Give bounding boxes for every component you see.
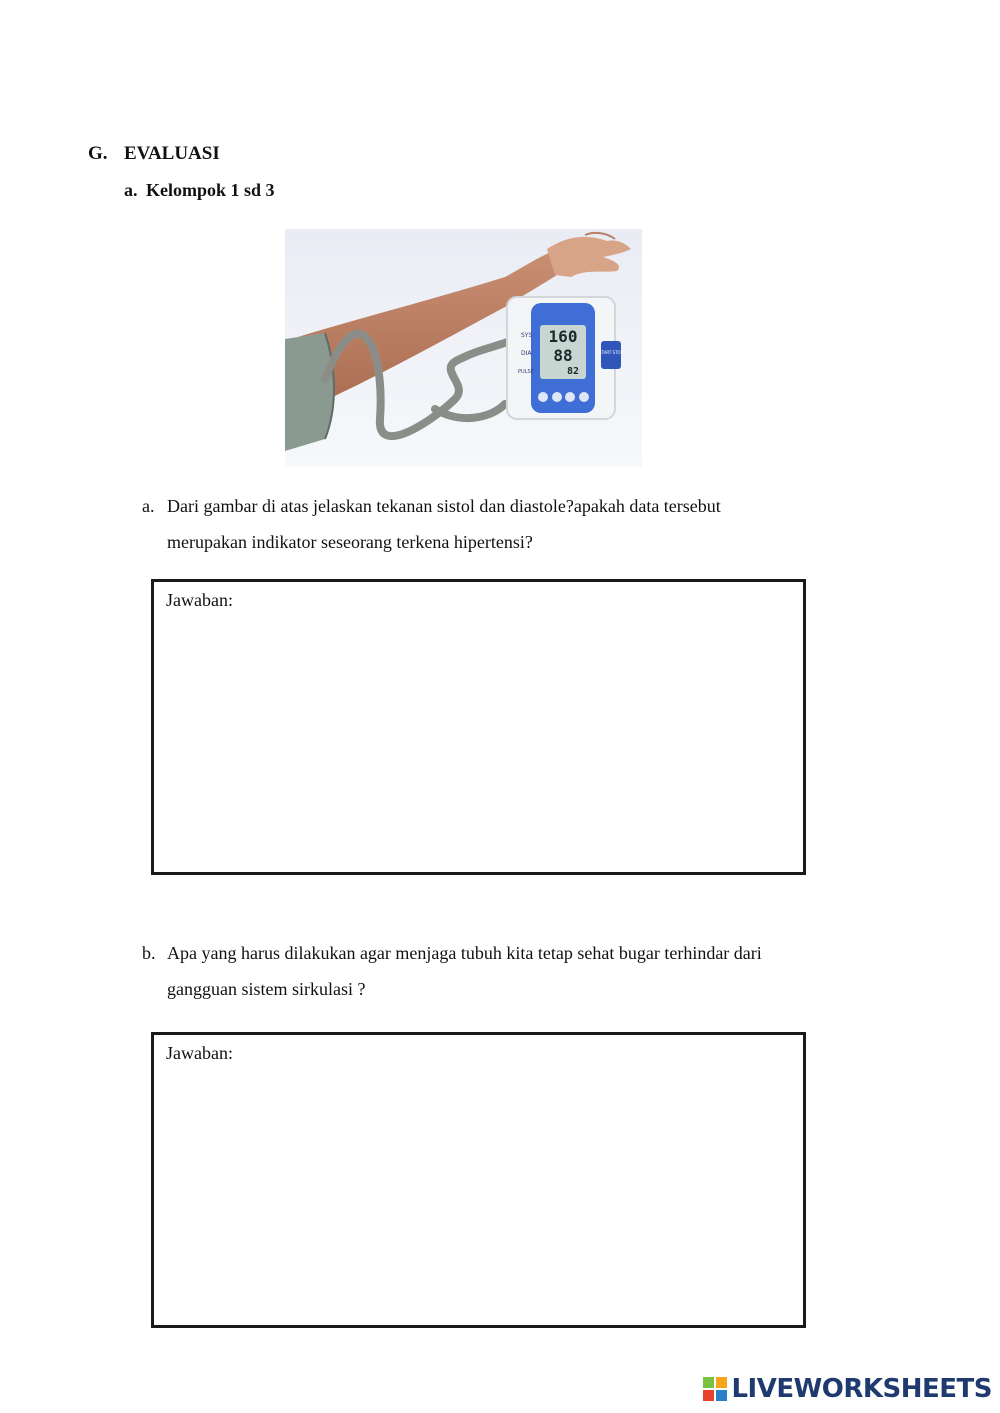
- question-b-marker: b.: [142, 943, 156, 963]
- section-number: G.: [88, 143, 108, 164]
- subsection-number: a.: [124, 180, 138, 200]
- question-a-line1: Dari gambar di atas jelaskan tekanan sistol dan diastole?apakah data tersebut: [167, 496, 721, 516]
- answer-label-a: Jawaban:: [166, 590, 233, 610]
- question-a: [142, 488, 852, 560]
- brand-name: LIVEWORKSHEETS: [731, 1374, 992, 1404]
- section-title: EVALUASI: [124, 143, 220, 164]
- answer-box-b[interactable]: [151, 1032, 806, 1328]
- pulse-label: PULSE: [518, 369, 534, 375]
- question-b-line1: Apa yang harus dilakukan agar menjaga tubuh kita tetap sehat bugar terhindar dari: [167, 943, 762, 963]
- answer-box-a[interactable]: [151, 579, 806, 875]
- sys-reading: 160: [548, 327, 578, 346]
- subsection-heading: [124, 180, 275, 201]
- blood-pressure-illustration: [285, 229, 642, 467]
- blood-pressure-photo: [285, 229, 642, 467]
- question-a-marker: a.: [142, 496, 155, 516]
- pulse-reading: 82: [566, 366, 580, 377]
- section-heading: [88, 143, 220, 165]
- start-stop-label: START STOP: [598, 350, 624, 355]
- question-a-line2: merupakan indikator seseorang terkena hipertensi?: [167, 532, 533, 552]
- dia-label: DIA: [521, 350, 532, 357]
- question-b-line2: gangguan sistem sirkulasi ?: [167, 979, 366, 999]
- dia-reading: 88: [553, 346, 573, 365]
- liveworksheets-logo-icon: [703, 1377, 727, 1401]
- subsection-title: Kelompok 1 sd 3: [146, 180, 275, 200]
- question-b: [142, 935, 852, 1007]
- sys-label: SYS: [521, 332, 533, 339]
- liveworksheets-brand: [703, 1374, 992, 1404]
- answer-label-b: Jawaban:: [166, 1043, 233, 1063]
